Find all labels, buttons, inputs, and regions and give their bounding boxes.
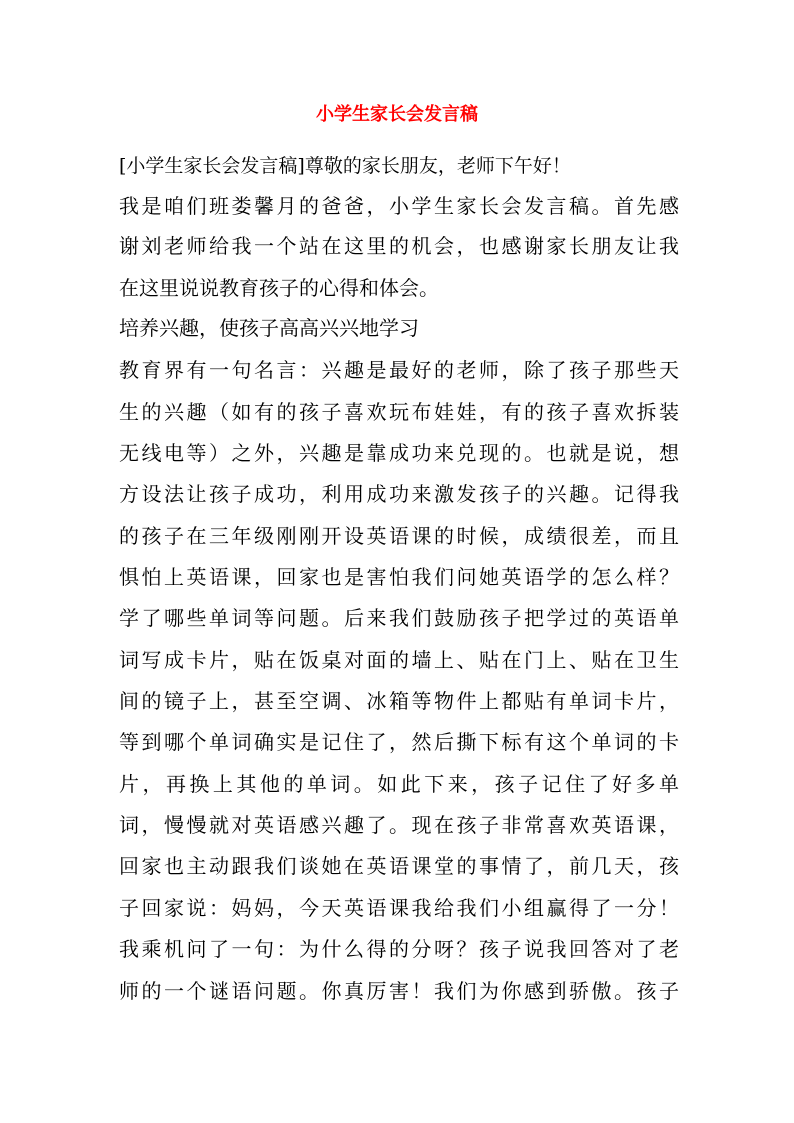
body-line: 无线电等）之外，兴趣是靠成功来兑现的。也就是说，想 [119,441,679,465]
body-line: 谢刘老师给我一个站在这里的机会，也感谢家长朋友让我 [119,234,679,258]
body-line: 学了哪些单词等问题。后来我们鼓励孩子把学过的英语单 [119,606,679,630]
body-line: 师的一个谜语问题。你真厉害！我们为你感到骄傲。孩子 [119,979,679,1003]
body-line: 子回家说：妈妈，今天英语课我给我们小组赢得了一分！ [119,896,679,920]
section-heading: 培养兴趣，使孩子高高兴兴地学习 [119,316,419,340]
intro-line: [小学生家长会发言稿]尊敬的家长朋友，老师下午好！ [119,155,571,177]
body-line: 在这里说说教育孩子的心得和体会。 [119,276,439,300]
body-line: 教育界有一句名言：兴趣是最好的老师，除了孩子那些天 [119,358,679,382]
body-line: 等到哪个单词确实是记住了，然后撕下标有这个单词的卡 [119,730,679,754]
document-title: 小学生家长会发言稿 [316,104,478,125]
body-line: 我乘机问了一句：为什么得的分呀？孩子说我回答对了老 [119,937,679,961]
body-line: 词写成卡片，贴在饭桌对面的墙上、贴在门上、贴在卫生 [119,648,679,672]
body-line: 间的镜子上，甚至空调、冰箱等物件上都贴有单词卡片， [119,689,679,713]
body-line: 词，慢慢就对英语感兴趣了。现在孩子非常喜欢英语课， [119,813,679,837]
body-line: 生的兴趣（如有的孩子喜欢玩布娃娃，有的孩子喜欢拆装 [119,400,679,424]
body-line: 片，再换上其他的单词。如此下来，孩子记住了好多单 [119,772,679,796]
body-line: 的孩子在三年级刚刚开设英语课的时候，成绩很差，而且 [119,524,679,548]
body-line: 回家也主动跟我们谈她在英语课堂的事情了，前几天，孩 [119,854,679,878]
body-line: 我是咱们班娄馨月的爸爸，小学生家长会发言稿。首先感 [119,194,679,218]
body-line: 惧怕上英语课，回家也是害怕我们问她英语学的怎么样？ [119,565,679,589]
body-line: 方设法让孩子成功，利用成功来激发孩子的兴趣。记得我 [119,482,679,506]
